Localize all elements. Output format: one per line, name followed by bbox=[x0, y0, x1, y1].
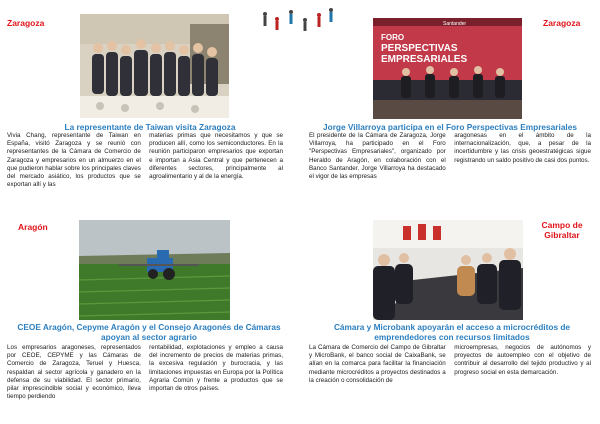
body-column-1: El presidente de la Cámara de Zaragoza, Jorge Villarroya, ha participado en el Foro "Perspectivas Empresariales", organizado por Heraldo de Aragón, en colaboración con el Banco Santander. Jorge Villarroya ha destacado el vigor de las empresas bbox=[309, 132, 446, 181]
article-headline: Cámara y Microbank apoyarán el acceso a microcréditos de emprendedores con recursos limitados bbox=[333, 322, 571, 342]
article-headline: Jorge Villarroya participa en el Foro Perspectivas Empresariales bbox=[323, 122, 577, 132]
region-label: Zaragoza bbox=[543, 18, 581, 28]
body-column-1: Los empresarios aragoneses, representados por CEOE, CEPYME y las Cámaras de Comercio de Zaragoza, Teruel y Huesca, respaldan al sector agrícola y ganadero en la defensa de su viabilidad. El sector primario, pilar imprescindible social y económico, lleva tiempo perdiendo bbox=[7, 344, 141, 401]
body-column-2: materias primas que necesitamos y que se producen allí, como los semiconductores. En la reunión participaron empresarios que exportan e importan a Asia Central y que pertenecen a diferentes sectores, principalmente al agroalimentario y al de la energía. bbox=[149, 132, 283, 181]
article-body bbox=[7, 132, 283, 196]
slide-line-1: FORO bbox=[381, 33, 405, 42]
article-body bbox=[309, 132, 591, 196]
article-photo bbox=[373, 220, 523, 320]
region-label: Zaragoza bbox=[7, 18, 45, 28]
body-column-1: Vivia Chang, representante de Taiwan en España, visitó Zaragoza y se reunió con representantes de la Cámara de Comercio de Zaragoza y empresarios en un almuerzo en el que pudieron hablar sobre los principales claves del mercado asiático, los productos que se exportan allí y las bbox=[7, 132, 141, 189]
decorative-figures bbox=[255, 6, 340, 34]
slide-line-3: EMPRESARIALES bbox=[381, 54, 468, 65]
article-headline: La representante de Taiwan visita Zaragoza bbox=[64, 122, 236, 132]
body-column-2: rentabilidad, explotaciones y empleo a causa del incremento de precios de materias primas, la excesiva regulación y burocracia, y las limitaciones impuestas en Europa por la Política Agraria Común y frente a productos que se importan de otros países. bbox=[149, 344, 283, 393]
article-photo bbox=[79, 220, 230, 320]
slide-line-2: PERSPECTIVAS bbox=[381, 43, 458, 54]
region-label: Aragón bbox=[18, 222, 48, 232]
body-column-2: aragonesas en el ámbito de la internacionalización, que, a pesar de la incertidumbre y las crisis geoestratégicas sigue registrando un saldo positivo de casi dos puntos. bbox=[454, 132, 591, 164]
article-photo bbox=[373, 18, 522, 119]
article-body bbox=[7, 344, 283, 416]
article-photo bbox=[80, 14, 229, 118]
article-body bbox=[309, 344, 591, 416]
slide-brand: Santander bbox=[443, 21, 467, 27]
article-headline: CEOE Aragón, Cepyme Aragón y el Consejo Aragonés de Cámaras apoyan al sector agrario bbox=[17, 322, 281, 342]
region-label: Campo de Gibraltar bbox=[541, 220, 583, 240]
body-column-1: La Cámara de Comercio del Campo de Gibraltar y MicroBank, el banco social de CaixaBank, se alían en la comarca para facilitar la financiación mediante microcréditos a proyectos destinados a la creación o consolidación de bbox=[309, 344, 446, 384]
body-column-2: microempresas, negocios de autónomos y proyectos de autoempleo con el objetivo de contribuir al desarrollo del tejido productivo y al progreso social en esta demarcación. bbox=[454, 344, 591, 376]
